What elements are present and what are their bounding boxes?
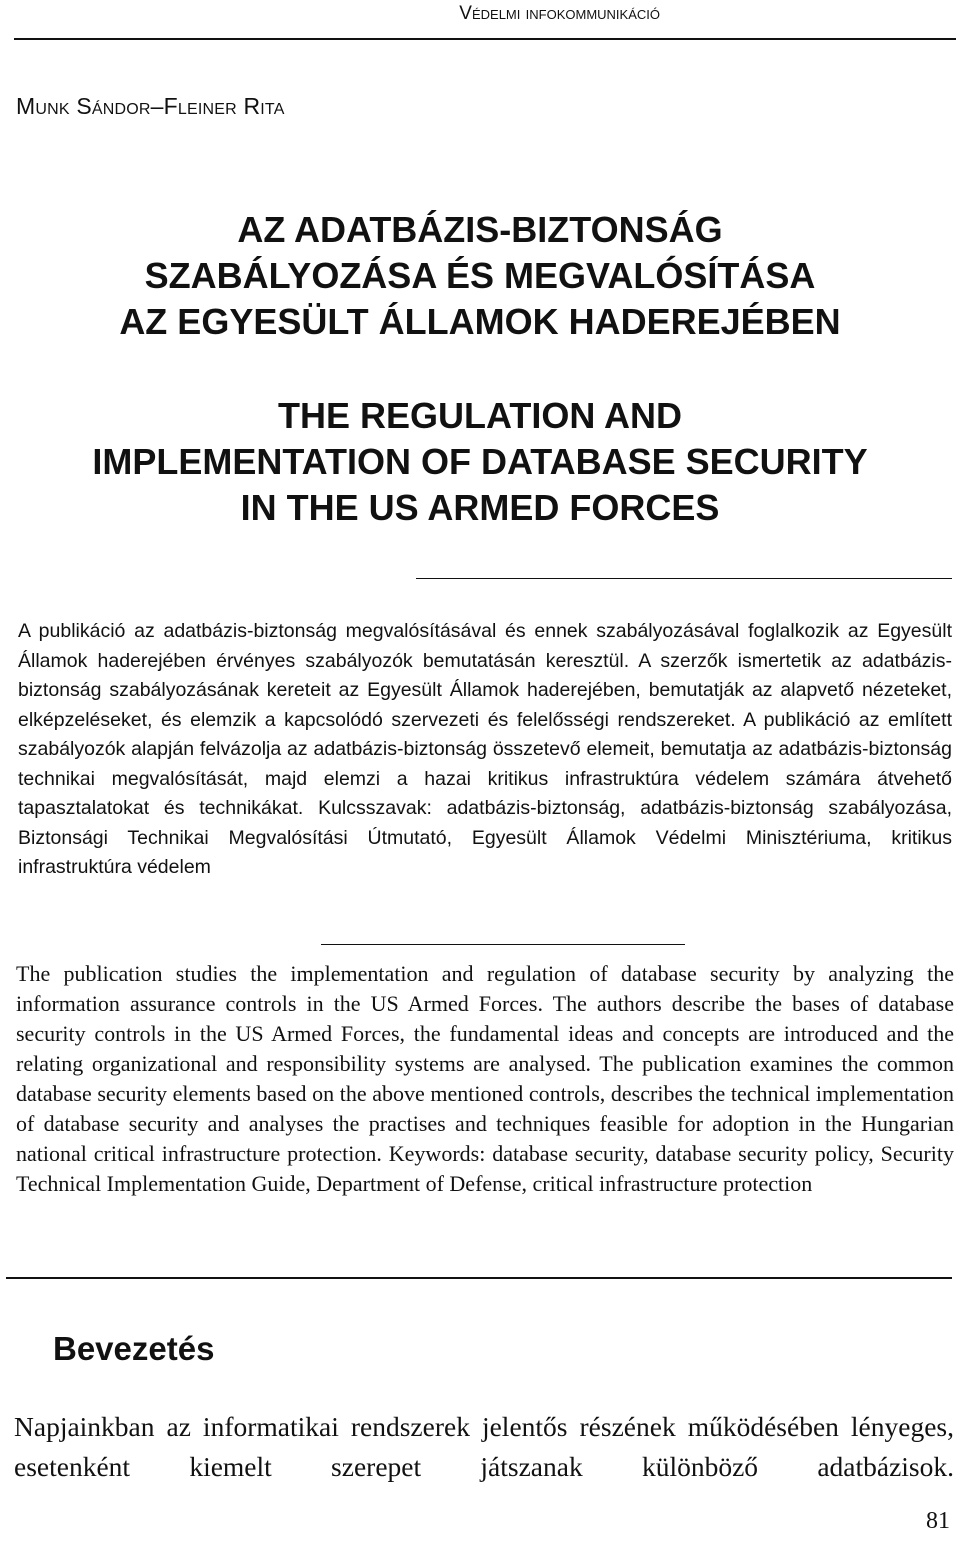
abstract-hungarian: A publikáció az adatbázis-biztonság megvalósításával és ennek szabályozásával foglalkozik az Egyesült Államok haderejében érvényes szabályozók bemutatásán keresztül. A szerzők ismertetik az adatbázis-biztonság szabályozásának kereteit az Egyesült Államok haderejében, bemutatják az alapvető nézeteket, elképzeléseket, és elemzik a kapcsolódó szervezeti és felelősségi rendszereket. A publikáció az említett szabályozók alapján felvázolja az adatbázis-biztonság összetevő elemeit, bemutatja az adatbázis-biztonság technikai megvalósítását, majd elemzi a hazai kritikus infrastruktúra védelem számára átvehető tapasztalatokat és technikákat. Kulcsszavak: adatbázis-biztonság, adatbázis-biztonság szabályozása, Biztonsági Technikai Megvalósítási Útmutató, Egyesült Államok Védelmi Minisztériuma, kritikus infrastruktúra védelem bbox=[18, 620, 952, 878]
title-english bbox=[0, 393, 960, 531]
body-paragraph: Napjainkban az informatikai rendszerek jelentős részének működésében lényeges, esetenként kiemelt szerepet játszanak különböző adatbázisok. bbox=[14, 1411, 954, 1482]
abstract-top-rule bbox=[416, 578, 952, 579]
running-head-title: Védelmi infokommunikáció bbox=[459, 3, 660, 24]
authors: Munk Sándor–Fleiner Rita bbox=[16, 93, 285, 119]
running-head bbox=[0, 0, 960, 30]
page-number: 81 bbox=[926, 1508, 950, 1534]
title-en-line-1: THE REGULATION AND bbox=[278, 395, 682, 436]
title-hu-line-3: AZ EGYESÜLT ÁLLAMOK HADEREJÉBEN bbox=[119, 301, 841, 342]
abstract-english: The publication studies the implementation and regulation of database security by analyzing the information assurance controls in the US Armed Forces. The authors describe the bases of database security controls in the US Armed Forces, the fundamental ideas and concepts are introduced and the relating organizational and responsibility systems are analysed. The publication examines the common database security elements based on the above mentioned controls, describes the technical implementation of database security and analyses the practises and techniques feasible for adoption in the Hungarian national critical infrastructure protection. Keywords: database security, database security policy, Security Technical Implementation Guide, Department of Defense, critical infrastructure protection bbox=[16, 961, 954, 1196]
title-hu-line-1: AZ ADATBÁZIS-BIZTONSÁG bbox=[237, 209, 723, 250]
abstract-bottom-rule bbox=[6, 1277, 952, 1279]
section-heading: Bevezetés bbox=[53, 1330, 215, 1367]
abstract-separator-rule bbox=[321, 944, 685, 945]
title-en-line-2: IMPLEMENTATION OF DATABASE SECURITY bbox=[92, 441, 868, 482]
header-rule bbox=[14, 38, 956, 40]
title-hungarian bbox=[0, 207, 960, 345]
title-en-line-3: IN THE US ARMED FORCES bbox=[240, 487, 720, 528]
title-hu-line-2: SZABÁLYOZÁSA ÉS MEGVALÓSÍTÁSA bbox=[144, 255, 816, 296]
